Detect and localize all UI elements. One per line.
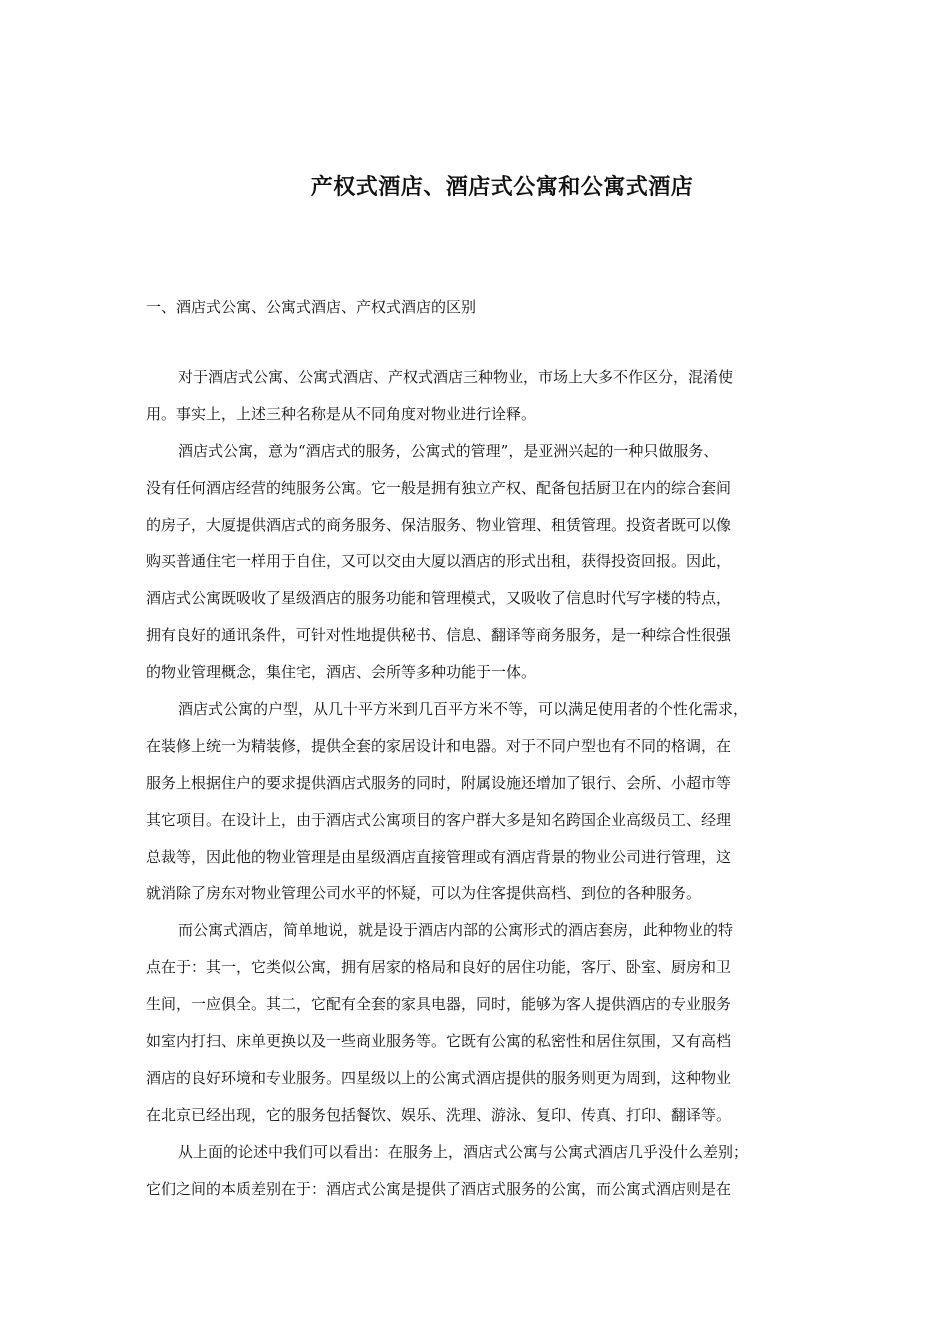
text-line: 它们之间的本质差别在于：酒店式公寓是提供了酒店式服务的公寓，而公寓式酒店则是在 [146, 1179, 732, 1198]
text-line: 生间，一应俱全。其二，它配有全套的家具电器，同时，能够为客人提供酒店的专业服务 [146, 995, 732, 1014]
text-line: 酒店的良好环境和专业服务。四星级以上的公寓式酒店提供的服务则更为周到，这种物业 [146, 1068, 732, 1087]
text-line: 在装修上统一为精装修，提供全套的家居设计和电器。对于不同户型也有不同的格调，在 [146, 736, 732, 755]
text-line: 酒店式公寓既吸收了星级酒店的服务功能和管理模式，又吸收了信息时代写字楼的特点， [146, 589, 732, 608]
text-line: 服务上根据住户的要求提供酒店式服务的同时，附属设施还增加了银行、会所、小超市等 [146, 773, 732, 792]
text-line: 在北京已经出现，它的服务包括餐饮、娱乐、洗理、游泳、复印、传真、打印、翻译等。 [146, 1105, 732, 1124]
text-line: 的物业管理概念，集住宅，酒店、会所等多种功能于一体。 [146, 663, 537, 682]
text-line: 对于酒店式公寓、公寓式酒店、产权式酒店三种物业，市场上大多不作区分，混淆使 [178, 368, 734, 386]
text-line: 酒店式公寓的户型，从几十平方米到几百平方米不等，可以满足使用者的个性化需求， [178, 700, 749, 719]
text-line: 用。事实上，上述三种名称是从不同角度对物业进行诠释。 [146, 404, 537, 423]
document-title: 产权式酒店、酒店式公寓和公寓式酒店 [310, 174, 694, 200]
text-line: 而公寓式酒店，简单地说，就是设于酒店内部的公寓形式的酒店套房，此种物业的特 [178, 921, 734, 940]
text-line: 购买普通住宅一样用于自住，又可以交由大厦以酒店的形式出租，获得投资回报。因此， [146, 552, 732, 571]
text-line: 拥有良好的通讯条件，可针对性地提供秘书、信息、翻译等商务服务，是一种综合性很强 [146, 626, 732, 645]
text-line: 没有任何酒店经营的纯服务公寓。它一般是拥有独立产权、配备包括厨卫在内的综合套间 [146, 478, 732, 497]
text-line: 总裁等，因此他的物业管理是由星级酒店直接管理或有酒店背景的物业公司进行管理，这 [146, 847, 732, 866]
text-line: 从上面的论述中我们可以看出：在服务上，酒店式公寓与公寓式酒店几乎没什么差别； [178, 1142, 749, 1161]
body-text [146, 359, 826, 1207]
text-line: 的房子，大厦提供酒店式的商务服务、保洁服务、物业管理、租赁管理。投资者既可以像 [146, 515, 732, 534]
section-heading: 一、酒店式公寓、公寓式酒店、产权式酒店的区别 [146, 298, 477, 316]
text-line: 酒店式公寓，意为“酒店式的服务，公寓式的管理”，是亚洲兴起的一种只做服务、 [178, 441, 719, 460]
text-line: 其它项目。在设计上，由于酒店式公寓项目的客户群大多是知名跨国企业高级员工、经理 [146, 810, 732, 829]
text-line: 就消除了房东对物业管理公司水平的怀疑，可以为住客提供高档、到位的各种服务。 [146, 884, 702, 903]
text-line: 如室内打扫、床单更换以及一些商业服务等。它既有公寓的私密性和居住氛围，又有高档 [146, 1032, 732, 1051]
text-line: 点在于：其一，它类似公寓，拥有居家的格局和良好的居住功能，客厅、卧室、厨房和卫 [146, 958, 732, 977]
